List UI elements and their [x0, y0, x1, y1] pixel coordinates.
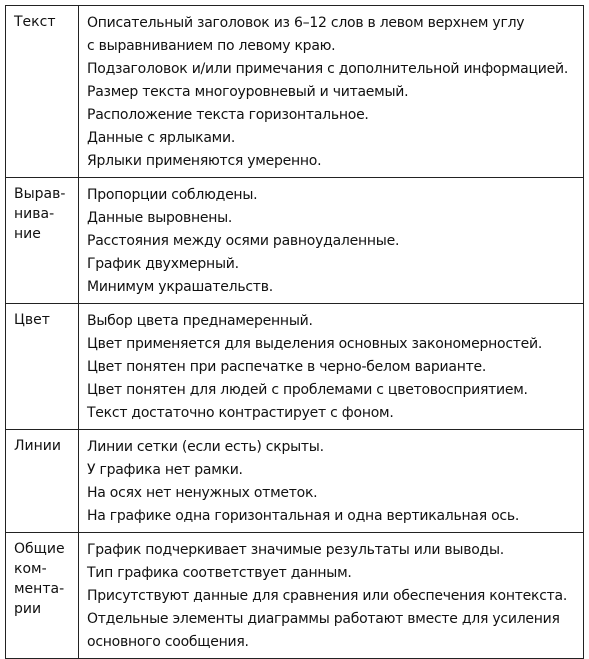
checklist-row — [6, 304, 584, 430]
criterion-line: Цвет применяется для выделения основных закономерностей. — [87, 336, 543, 352]
checklist-row — [6, 6, 584, 178]
category-cell — [6, 304, 79, 430]
category-label: Цвет — [14, 312, 50, 328]
category-label: ком- — [14, 561, 47, 577]
criterion-line: Данные выровнены. — [87, 210, 233, 226]
checklist-table — [5, 5, 584, 659]
criterion-line: Пропорции соблюдены. — [87, 187, 258, 203]
criterion-line: Расстояния между осями равноудаленные. — [87, 233, 400, 249]
criterion-line: Выбор цвета преднамеренный. — [87, 313, 313, 329]
category-cell — [6, 533, 79, 659]
criterion-line: Подзаголовок и/или примечания с дополнительной информацией. — [87, 61, 569, 77]
checklist-body — [6, 6, 584, 659]
criterion-line: Минимум украшательств. — [87, 279, 273, 295]
category-cell — [6, 178, 79, 304]
category-label: Линии — [14, 438, 61, 454]
checklist-row — [6, 430, 584, 533]
criterion-line: Тип графика соответствует данным. — [87, 565, 352, 581]
criterion-line: Линии сетки (если есть) скрыты. — [87, 439, 324, 455]
criterion-line: У графика нет рамки. — [87, 462, 243, 478]
category-label: рии — [14, 601, 42, 617]
criterion-line: График двухмерный. — [87, 256, 239, 272]
category-label: Общие — [14, 541, 65, 557]
checklist-row — [6, 178, 584, 304]
category-label: нива- — [14, 206, 55, 222]
category-label: ние — [14, 226, 41, 242]
checklist-row — [6, 533, 584, 659]
criterion-line: Ярлыки применяются умеренно. — [87, 153, 322, 169]
criteria-cell — [79, 430, 584, 533]
criteria-cell — [79, 178, 584, 304]
criterion-line: Размер текста многоуровневый и читаемый. — [87, 84, 409, 100]
category-label: Текст — [14, 14, 56, 30]
criterion-line: График подчеркивает значимые результаты или выводы. — [87, 542, 504, 558]
criterion-line: Отдельные элементы диаграммы работают вместе для усиления — [87, 611, 560, 627]
category-label: Вырав- — [14, 186, 66, 202]
category-cell — [6, 6, 79, 178]
criterion-line: На графике одна горизонтальная и одна вертикальная ось. — [87, 508, 520, 524]
criterion-line: Присутствуют данные для сравнения или обеспечения контекста. — [87, 588, 568, 604]
criteria-cell — [79, 6, 584, 178]
criterion-line: Данные с ярлыками. — [87, 130, 236, 146]
criterion-line: основного сообщения. — [87, 634, 249, 650]
criterion-line: Расположение текста горизонтальное. — [87, 107, 369, 123]
criteria-cell — [79, 533, 584, 659]
criterion-line: На осях нет ненужных отметок. — [87, 485, 318, 501]
criterion-line: Описательный заголовок из 6–12 слов в левом верхнем углу — [87, 15, 525, 31]
criterion-line: Цвет понятен для людей с проблемами с цветовосприятием. — [87, 382, 528, 398]
criterion-line: Текст достаточно контрастирует с фоном. — [87, 405, 394, 421]
criterion-line: с выравниванием по левому краю. — [87, 38, 336, 54]
criterion-line: Цвет понятен при распечатке в черно-белом варианте. — [87, 359, 487, 375]
criteria-cell — [79, 304, 584, 430]
category-label: мента- — [14, 581, 65, 597]
category-cell — [6, 430, 79, 533]
